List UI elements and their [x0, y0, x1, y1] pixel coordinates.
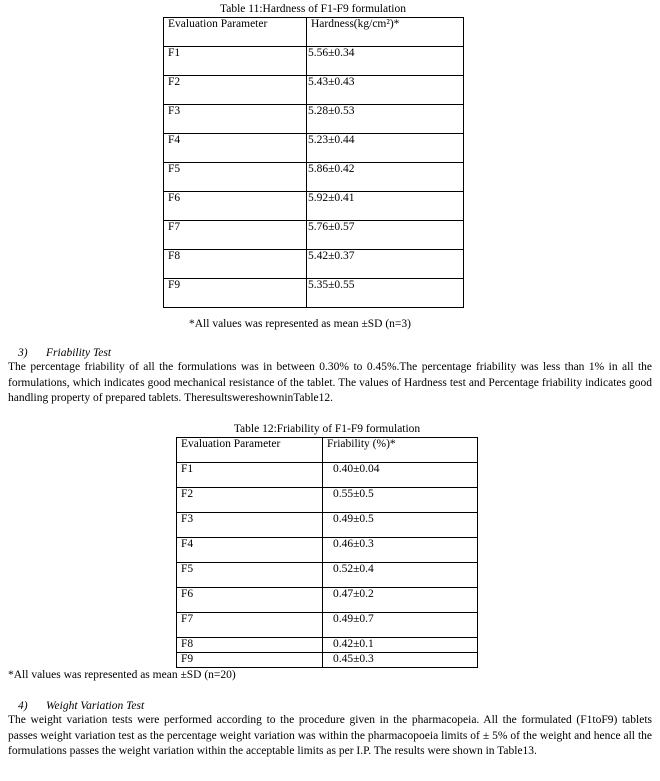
- table11-caption: Table 11:Hardness of F1-F9 formulation: [220, 3, 406, 15]
- cell-formulation: F8: [164, 250, 307, 279]
- cell-value: 0.52±0.4: [323, 563, 478, 588]
- table-row: [164, 105, 464, 134]
- cell-formulation: F7: [177, 613, 323, 638]
- table-row: [164, 250, 464, 279]
- cell-value: 0.55±0.5: [323, 488, 478, 513]
- cell-value: 0.49±0.5: [323, 513, 478, 538]
- cell-value: 0.49±0.7: [323, 613, 478, 638]
- table-header-row: [164, 18, 464, 47]
- cell-formulation: F2: [164, 76, 307, 105]
- table-header-row: [177, 438, 478, 463]
- section-number: 4): [18, 700, 28, 712]
- cell-formulation: F4: [164, 134, 307, 163]
- cell-formulation: F2: [177, 488, 323, 513]
- cell-value: 5.28±0.53: [307, 105, 464, 134]
- table-row: [177, 538, 478, 563]
- table-row: [177, 638, 478, 653]
- table-row: [164, 134, 464, 163]
- cell-formulation: F6: [164, 192, 307, 221]
- table-row: [177, 488, 478, 513]
- cell-value: 5.35±0.55: [307, 279, 464, 308]
- cell-formulation: F9: [177, 653, 323, 668]
- cell-formulation: F6: [177, 588, 323, 613]
- section4-heading: [18, 700, 144, 713]
- section-number: 3): [18, 347, 28, 359]
- table-row: [177, 613, 478, 638]
- cell-value: 5.86±0.42: [307, 163, 464, 192]
- cell-formulation: F5: [177, 563, 323, 588]
- table-row: [177, 563, 478, 588]
- section-title: Friability Test: [46, 347, 112, 359]
- table-row: [177, 463, 478, 488]
- table-row: [177, 513, 478, 538]
- header-value: Hardness(kg/cm²)*: [307, 18, 464, 47]
- cell-formulation: F3: [164, 105, 307, 134]
- table12-caption: Table 12:Friability of F1-F9 formulation: [233, 423, 421, 435]
- cell-value: 0.45±0.3: [323, 653, 478, 668]
- cell-formulation: F7: [164, 221, 307, 250]
- cell-value: 5.56±0.34: [307, 47, 464, 76]
- table11-footnote: *All values was represented as mean ±SD (n=3): [189, 318, 411, 330]
- section3-paragraph: The percentage friability of all the formulations was in between 0.30% to 0.45%.The percentage friability was less than 1% in all the formulations, which indicates good mechanical resistance of the tablet. The values of Hardness test and Percentage friability indicates good handling property of prepared tablets. TheresultswereshowninTable12.: [8, 361, 652, 404]
- cell-value: 0.40±0.04: [323, 463, 478, 488]
- cell-formulation: F4: [177, 538, 323, 563]
- table-row: [164, 279, 464, 308]
- header-parameter: Evaluation Parameter: [164, 18, 307, 47]
- cell-value: 5.76±0.57: [307, 221, 464, 250]
- table-row: [177, 588, 478, 613]
- cell-formulation: F9: [164, 279, 307, 308]
- section3-heading: [18, 347, 111, 360]
- table-row: [164, 47, 464, 76]
- table-row: [164, 192, 464, 221]
- cell-formulation: F8: [177, 638, 323, 653]
- friability-table: [176, 437, 478, 668]
- cell-formulation: F3: [177, 513, 323, 538]
- cell-formulation: F1: [164, 47, 307, 76]
- cell-value: 0.42±0.1: [323, 638, 478, 653]
- header-value: Friability (%)*: [323, 438, 478, 463]
- cell-formulation: F5: [164, 163, 307, 192]
- cell-formulation: F1: [177, 463, 323, 488]
- cell-value: 5.92±0.41: [307, 192, 464, 221]
- cell-value: 5.23±0.44: [307, 134, 464, 163]
- header-parameter: Evaluation Parameter: [177, 438, 323, 463]
- table-row: [164, 163, 464, 192]
- cell-value: 0.47±0.2: [323, 588, 478, 613]
- table12-footnote: *All values was represented as mean ±SD (n=20): [8, 669, 236, 681]
- hardness-table: [163, 17, 464, 308]
- table-row: [164, 221, 464, 250]
- table-row: [164, 76, 464, 105]
- section4-paragraph: The weight variation tests were performed according to the procedure given in the pharmacopeia. All the formulated (F1toF9) tablets passes weight variation test as the percentage weight variation was within the pharmacopoeia limits of ± 5% of the weight and hence all the formulations passes the weight variation within the acceptable limits as per I.P. The results were shown in Table13.: [8, 714, 652, 757]
- section-title: Weight Variation Test: [46, 700, 145, 712]
- table-row: [177, 653, 478, 668]
- cell-value: 5.43±0.43: [307, 76, 464, 105]
- cell-value: 5.42±0.37: [307, 250, 464, 279]
- cell-value: 0.46±0.3: [323, 538, 478, 563]
